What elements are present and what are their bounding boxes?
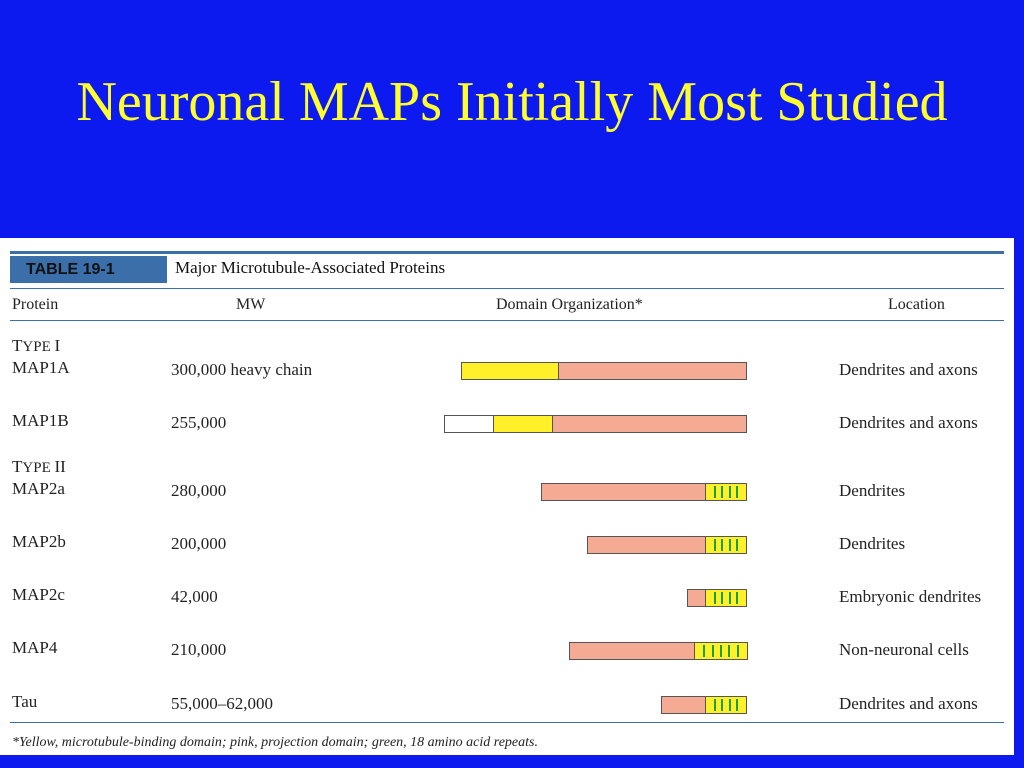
- location-map4: Non-neuronal cells: [839, 640, 969, 659]
- protein-map1a: MAP1A: [12, 358, 70, 377]
- col-header-domain: Domain Organization*: [496, 296, 643, 313]
- projection-domain: [661, 696, 706, 714]
- domain-bar-tau: [661, 696, 747, 714]
- col-header-location: Location: [888, 296, 945, 313]
- projection-domain: [553, 415, 747, 433]
- amino-acid-repeats: [706, 536, 747, 554]
- col-header-protein: Protein: [12, 296, 59, 313]
- projection-domain: [687, 589, 706, 607]
- location-map1a: Dendrites and axons: [839, 360, 978, 379]
- footnote: *Yellow, microtubule-binding domain; pink, projection domain; green, 18 amino acid repeats.: [12, 735, 538, 750]
- location-map2c: Embryonic dendrites: [839, 587, 982, 606]
- domain-bar-map2a: [541, 483, 747, 501]
- mw-map1a: 300,000 heavy chain: [171, 360, 313, 379]
- domain-bar-map2b: [587, 536, 747, 554]
- protein-map1b: MAP1B: [12, 411, 69, 430]
- protein-tau: Tau: [12, 692, 38, 711]
- location-map2a: Dendrites: [839, 481, 906, 500]
- domain-bar-map1b: [444, 415, 747, 433]
- table-label: TABLE 19-1: [10, 256, 167, 283]
- type-ii-label: TYPE II: [12, 457, 66, 476]
- mw-map4: 210,000: [171, 640, 227, 659]
- protein-map2b: MAP2b: [12, 532, 66, 551]
- unlabeled-domain: [444, 415, 494, 433]
- amino-acid-repeats: [706, 483, 747, 501]
- protein-map2c: MAP2c: [12, 585, 65, 604]
- table-panel: [0, 238, 1014, 755]
- mw-map2b: 200,000: [171, 534, 227, 553]
- slide-title: Neuronal MAPs Initially Most Studied: [76, 71, 948, 133]
- projection-domain: [541, 483, 706, 501]
- table-caption: Major Microtubule-Associated Proteins: [175, 258, 446, 277]
- location-tau: Dendrites and axons: [839, 694, 978, 713]
- location-map1b: Dendrites and axons: [839, 413, 978, 432]
- mw-tau: 55,000–62,000: [171, 694, 273, 713]
- col-header-mw: MW: [236, 296, 266, 313]
- microtubule-binding-domain: [461, 362, 559, 380]
- projection-domain: [559, 362, 747, 380]
- footer-rule: [10, 722, 1004, 723]
- header-rule-bottom: [10, 320, 1004, 321]
- header-rule-top: [10, 288, 1004, 289]
- mw-map1b: 255,000: [171, 413, 227, 432]
- amino-acid-repeats: [706, 589, 747, 607]
- domain-bar-map1a: [461, 362, 747, 380]
- table-top-rule: [10, 251, 1004, 254]
- domain-bar-map4: [569, 642, 748, 660]
- projection-domain: [569, 642, 695, 660]
- type-i-label: TYPE I: [12, 336, 61, 355]
- amino-acid-repeats: [706, 696, 747, 714]
- domain-bar-map2c: [687, 589, 747, 607]
- projection-domain: [587, 536, 706, 554]
- microtubule-binding-domain: [494, 415, 553, 433]
- protein-map4: MAP4: [12, 638, 58, 657]
- location-map2b: Dendrites: [839, 534, 906, 553]
- mw-map2c: 42,000: [171, 587, 218, 606]
- mw-map2a: 280,000: [171, 481, 227, 500]
- protein-map2a: MAP2a: [12, 479, 65, 498]
- amino-acid-repeats: [695, 642, 748, 660]
